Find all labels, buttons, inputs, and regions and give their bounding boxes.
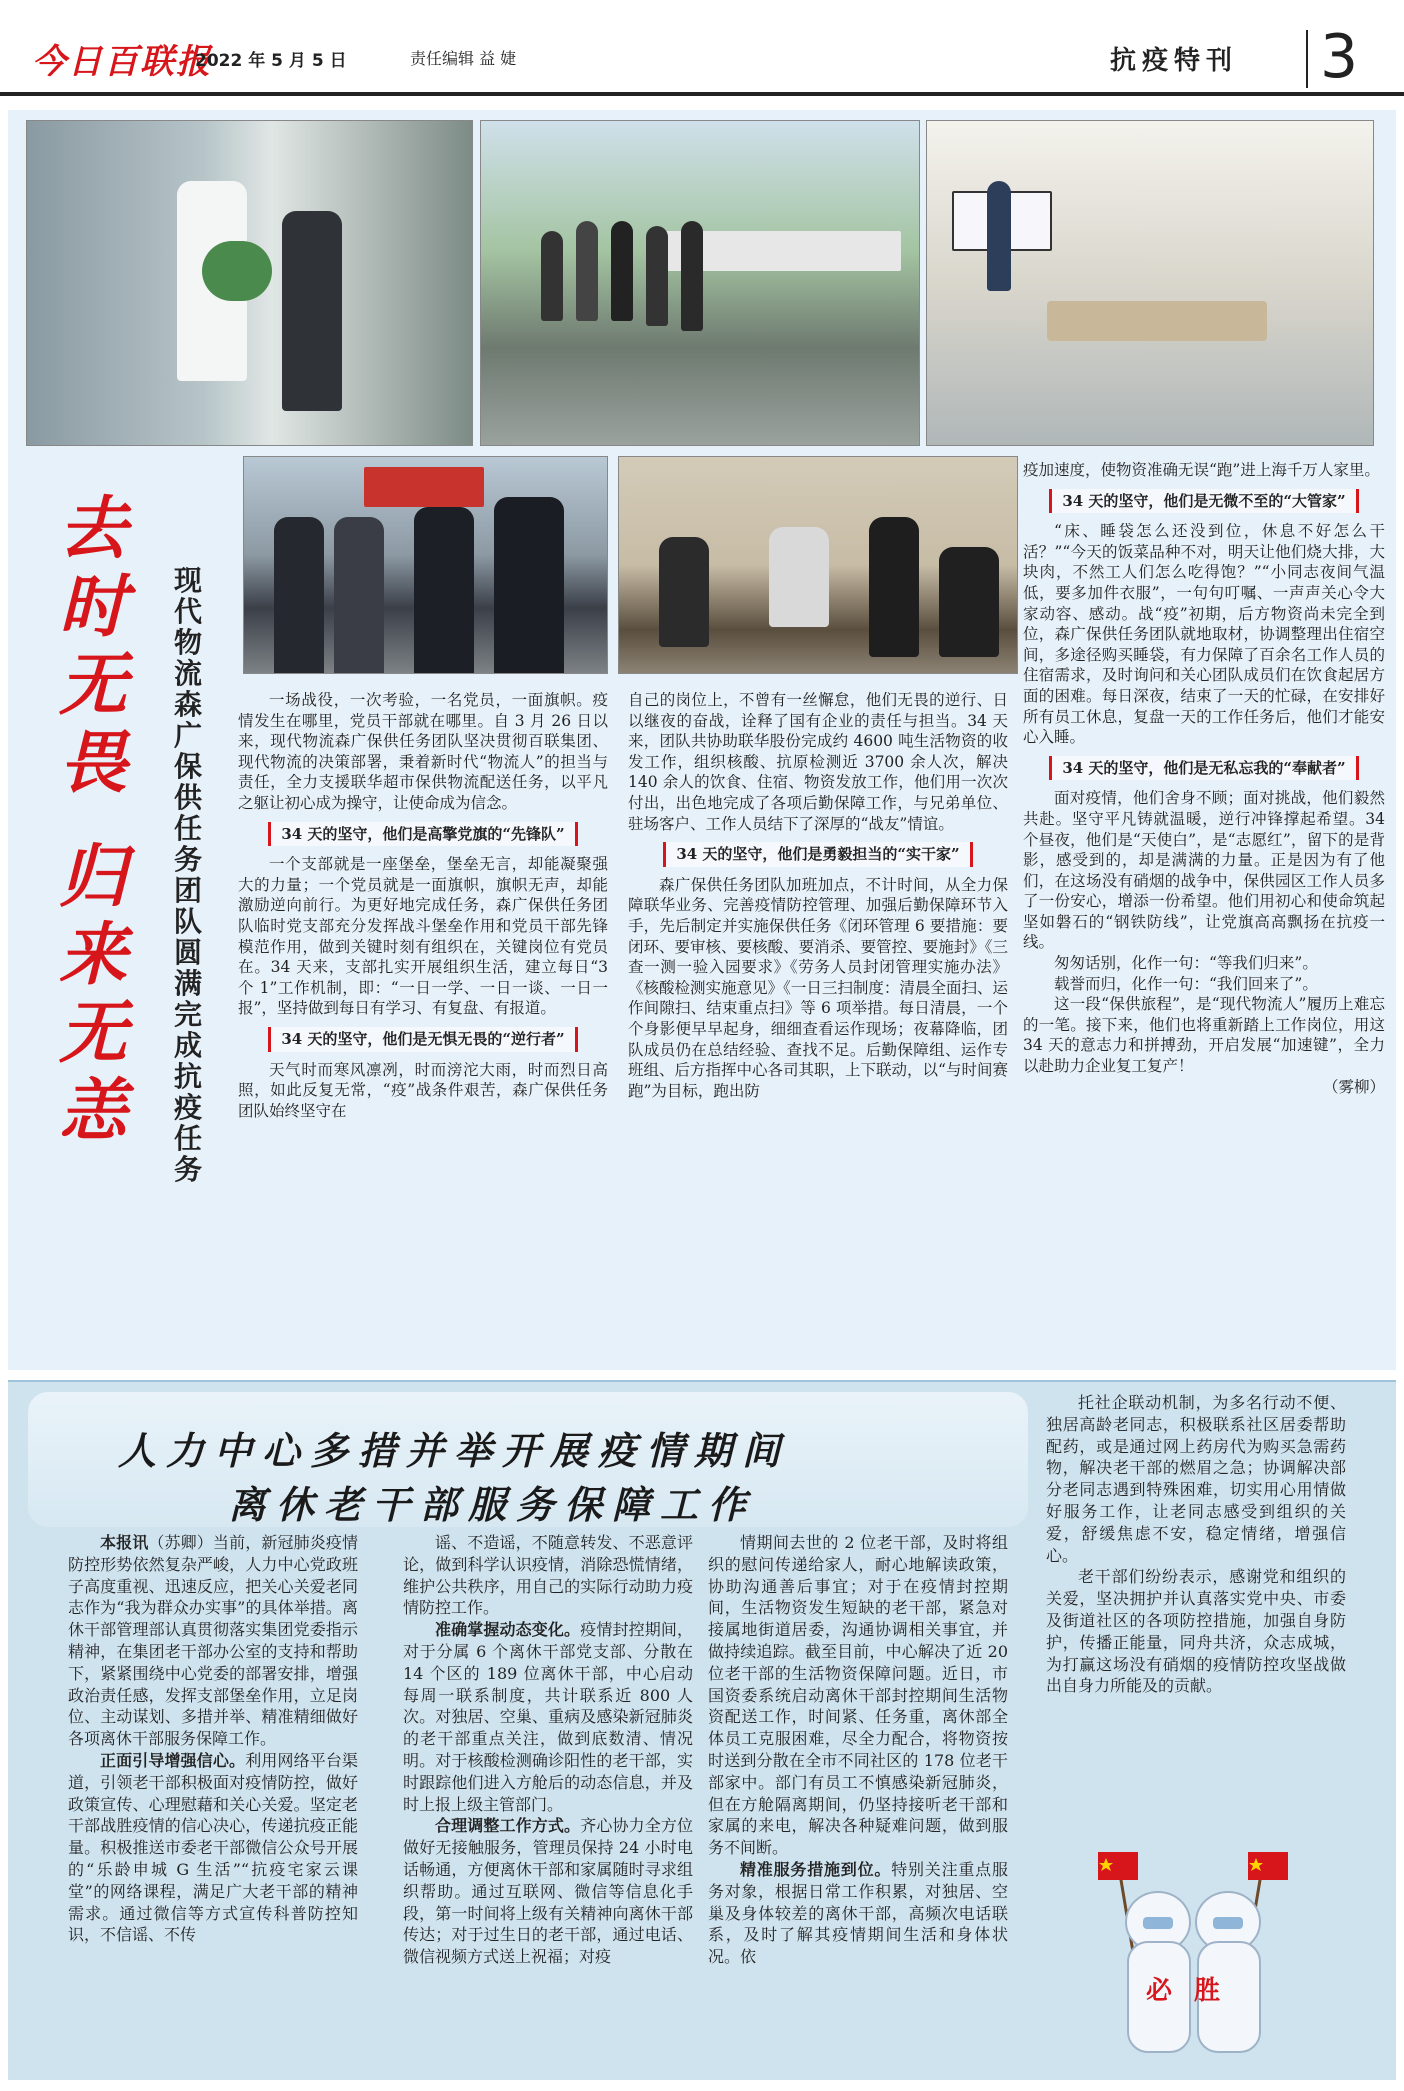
paragraph-lead: 准确掌握动态变化。 <box>435 1620 581 1640</box>
paragraph: 托社企联动机制，为多名行动不便、独居高龄老同志，积极联系社区居委帮助配药，或是通过网上药房代为购买急需药物，解决老干部的燃眉之急；协调解决部分老同志遇到特殊困难，切实用心用情做好服务工作，让老同志感受到组织的关爱，舒缓焦虑不安，稳定情绪，增强信心。 <box>1046 1393 1346 1565</box>
article-column-1 <box>238 690 608 1121</box>
headline-char: 时 <box>58 567 127 647</box>
subhead-char: 成 <box>173 1029 202 1062</box>
paragraph: “床、睡袋怎么还没到位，休息不好怎么干活？”“今天的饭菜品种不对，明天让他们烧大排，大块肉，不然工人们怎么吃得饱？”“小同志夜间气温低，要多加件衣服”，一句句叮嘱、一声声关心令大家动容、感动。战“疫”初期，后方物资尚未完全到位，森广保供任务团队就地取材，协调整理出住宿空间，多途径购买睡袋，有力保障了百余名工作人员的住宿需求，及时询问和关心团队成员们在饮食起居方面的困难。每日深夜，结束了一天的忙碌，在安排好所有员工休息，复盘一天的工作任务后，他们才能安心入睡。 <box>1023 522 1385 747</box>
paragraph <box>403 1619 693 1815</box>
section-heading <box>1023 489 1385 514</box>
story-headline <box>48 490 138 1150</box>
paragraph-lead: 正面引导增强信心。 <box>100 1750 246 1770</box>
paragraph: 谣、不造谣，不随意转发、不恶意评论，做到科学认识疫情，消除恐慌情绪，维护公共秩序，用自己的实际行动助力疫情防控工作。 <box>403 1533 693 1618</box>
photo-office-talk <box>618 456 1018 674</box>
article2-column-2 <box>403 1532 693 1968</box>
mascot-svg <box>1088 1842 1298 2062</box>
subhead-char: 森 <box>173 688 202 721</box>
paragraph: 天气时而寒风凛冽，时而滂沱大雨，时而烈日高照，如此反复无常，“疫”战条件艰苦，森广保供任务团队始终坚守在 <box>238 1060 608 1120</box>
headline-char: 无 <box>58 993 127 1073</box>
paragraph: 载誉而归，化作一句：“我们回来了”。 <box>1054 974 1318 993</box>
section-heading-text: 34 天的坚守，他们是高擎党旗的“先锋队” <box>268 822 577 847</box>
article2-column-4 <box>1046 1392 1346 1697</box>
section-heading-text: 34 天的坚守，他们是无微不至的“大管家” <box>1049 489 1358 514</box>
subhead-char: 圆 <box>173 936 202 969</box>
section-heading-text: 34 天的坚守，他们是无私忘我的“奉献者” <box>1049 756 1358 781</box>
page-number: 3 <box>1320 22 1359 92</box>
headline-char: 畏 <box>58 723 127 803</box>
headline-char: 去 <box>58 489 127 569</box>
paragraph: 森广保供任务团队加班加点，不计时间，从全力保障联华业务、完善疫情防控管理、加强后勤保障环节入手，先后制定并实施保供任务《闭环管理 6 要措施：要闭环、要审核、要核酸、要消杀、要管控、要施封》《三查一测一验入园要求》《劳务人员封闭管理实施办法》《核酸检测实施意见》《一日三扫制度：清晨全面扫、运作间隙扫、结束重点扫》等 6 项举措。每日清晨，一个个身影便早早起身，细细查看运作现场；夜幕降临，团队成员仍在总结经验、查找不足。后勤保障组、运作专班组、后方指挥中心各司其职，上下联动，以“与时间赛跑”为目标，跑出防 <box>628 875 1008 1100</box>
editor-credit: 责任编辑 益 婕 <box>410 49 517 68</box>
story2-headline-line1: 人力中心多措并举开展疫情期间 <box>118 1429 791 1473</box>
subhead-char: 抗 <box>173 1060 202 1093</box>
section-heading <box>238 1027 608 1052</box>
story2-headline-line2: 离休老干部服务保障工作 <box>228 1483 757 1527</box>
subhead-char: 团 <box>173 874 202 907</box>
paragraph-text: 利用网络平台渠道，引领老干部积极面对疫情防控，做好政策宣传、心理慰藉和关心关爱。坚定老干部战胜疫情的信心决心，传递抗疫正能量。积极推送市委老干部微信公众号开展的“乐龄申城 G 生活”“抗疫宅家云课堂”的网络课程，满足广大老干部的精神需求。通过微信等方式宣传科普防控知识，不信谣、不传 <box>68 1750 358 1945</box>
mascot-slogan: 必胜 <box>1146 1976 1243 2006</box>
paragraph: 这一段“保供旅程”，是“现代物流人”履历上难忘的一笔。接下来，他们也将重新踏上工作岗位，用这 34 天的意志力和拼搏劲，开启发展“加速键”，全力以赴助力企业复工复产！ <box>1023 995 1385 1076</box>
paragraph <box>708 1859 1008 1968</box>
story-subheadline <box>158 565 218 1185</box>
story-logistics <box>8 110 1396 1370</box>
victory-mascot-illustration <box>1088 1842 1298 2062</box>
paragraph-lead: 精准服务措施到位。 <box>740 1859 892 1879</box>
paragraph-text: 齐心协力全方位做好无接触服务，管理员保持 24 小时电话畅通，方便离休干部和家属随时寻求组织帮助。通过互联网、微信等信息化手段，第一时间将上级有关精神向离休干部传达；对于过生日的老干部，通过电话、微信视频方式送上祝福；对疫 <box>403 1816 693 1967</box>
headline-char: 归 <box>58 837 127 917</box>
paragraph-text: （苏卿）当前，新冠肺炎疫情防控形势依然复杂严峻，人力中心党政班子高度重视、迅速反应，把关心关爱老同志作为“我为群众办实事”的具体举措。离休干部管理部认真贯彻落实集团党委指示精神，在集团老干部办公室的支持和帮助下，紧紧围绕中心党委的部署安排，增强政治责任感，发挥支部堡垒作用，立足岗位、主动谋划、多措并举、精准精细做好各项离休干部服务保障工作。 <box>68 1533 358 1749</box>
headline-char: 无 <box>58 645 127 725</box>
article-column-2 <box>628 690 1008 1101</box>
photo-meeting-room <box>926 120 1374 446</box>
paragraph: 匆匆话别，化作一句：“等我们归来”。 <box>1054 954 1318 973</box>
subhead-char: 流 <box>173 657 202 690</box>
section-heading-text: 34 天的坚守，他们是勇毅担当的“实干家” <box>663 842 972 867</box>
header-divider <box>1306 30 1308 88</box>
subhead-char: 广 <box>173 719 202 752</box>
section-heading <box>1023 756 1385 781</box>
paragraph: 情期间去世的 2 位老干部，及时将组织的慰问传递给家人，耐心地解读政策，协助沟通善后事宜；对于在疫情封控期间，生活物资发生短缺的老干部，紧急对接属地街道居委，沟通协调相关事宜，并做持续追踪。截至目前，中心解决了近 20 位老干部的生活物资保障问题。近日，市国资委系统启动离休干部封控期间生活物资配送工作，时间紧、任务重，离休部全体员工克服困难，尽全力配合，将物资按时送到分散在全市不同社区的 178 位老干部家中。部门有员工不慎感染新冠肺炎，但在方舱隔离期间，仍坚持接听老干部和家属的来电，解决各种疑难问题，做到服务不间断。 <box>708 1533 1008 1858</box>
article-column-3 <box>1023 460 1385 1097</box>
article2-column-1 <box>68 1532 358 1946</box>
header-rule <box>0 92 1404 96</box>
section-title: 抗疫特刊 <box>1110 46 1239 76</box>
subhead-char: 任 <box>173 1122 202 1155</box>
headline-panel <box>28 1392 1028 1527</box>
paragraph <box>403 1815 693 1968</box>
section-heading <box>238 822 608 847</box>
paragraph-text: 疫情封控期间，对于分属 6 个离休干部党支部、分散在 14 个区的 189 位离休干部，中心启动每周一联系制度，共计联系近 800 人次。对独居、空巢、重病及感染新冠肺炎的老干部重点关注，做到底数清、情况明。对于核酸检测确诊阳性的老干部，实时跟踪他们进入方舱后的动态信息，并及时上报上级主管部门。 <box>403 1620 693 1814</box>
subhead-char: 任 <box>173 812 202 845</box>
paragraph: 一场战役，一次考验，一名党员，一面旗帜。疫情发生在哪里，党员干部就在哪里。自 3 月 26 日以来，现代物流森广保供任务团队坚决贯彻百联集团、现代物流的决策部署，秉着新时代“物流人”的担当与责任，全力支援联华超市保供物流配送任务，以平凡之躯让初心成为操守，让使命成为信念。 <box>238 691 608 812</box>
paragraph <box>68 1532 358 1750</box>
subhead-char: 物 <box>173 626 202 659</box>
photo-truck-loading <box>26 120 473 446</box>
section-heading-text: 34 天的坚守，他们是无惧无畏的“逆行者” <box>268 1027 577 1052</box>
byline-lead: 本报讯 <box>100 1533 149 1552</box>
subhead-char: 现 <box>173 564 202 597</box>
paragraph <box>68 1750 358 1946</box>
subhead-char: 队 <box>173 905 202 938</box>
issue-date: 2022 年 5 月 5 日 <box>195 51 347 71</box>
subhead-char: 代 <box>173 595 202 628</box>
paragraph: 一个支部就是一座堡垒，堡垒无言，却能凝聚强大的力量；一个党员就是一面旗帜，旗帜无声，却能激励逆向前行。为更好地完成任务，森广保供任务团队临时党支部充分发挥战斗堡垒作用和党员干部先锋模范作用，做到关键时刻有组织在，关键岗位有党员在。34 天来，支部扎实开展组织生活，建立每日“3 个 1”工作机制，即：“一日一学、一日一谈、一日一报”，坚持做到每日有学习、有复盘、有报道。 <box>238 855 608 1018</box>
subhead-char: 疫 <box>173 1091 202 1124</box>
photo-security-staff <box>243 456 608 674</box>
paragraph: 自己的岗位上，不曾有一丝懈怠，他们无畏的逆行、日以继夜的奋战，诠释了国有企业的责任与担当。34 天来，团队共协助联华股份完成约 4600 吨生活物资的收发工作，组织核酸、抗原检测近 3700 余人次，解决 140 余人的饮食、住宿、物资发放工作，他们用一次次付出，出色地完成了各项后勤保障工作，与兄弟单位、驻场客户、工作人员结下了深厚的“战友”情谊。 <box>628 691 1008 833</box>
paragraph: 老干部们纷纷表示，感谢党和组织的关爱，坚决拥护并认真落实党中央、市委及街道社区的各项防控措施，加强自身防护，传播正能量，同舟共济，众志成城，为打赢这场没有硝烟的疫情防控攻坚战做出自身力所能及的贡献。 <box>1046 1567 1346 1696</box>
subhead-char: 务 <box>173 1153 202 1186</box>
paragraph: 疫加速度，使物资准确无误“跑”进上海千万人家里。 <box>1023 461 1380 479</box>
article2-column-3 <box>708 1532 1008 1968</box>
headline-char: 恙 <box>58 1071 127 1151</box>
story-retired-cadres <box>8 1380 1396 2080</box>
section-heading <box>628 842 1008 867</box>
author-signature: （雾柳） <box>1322 1077 1385 1096</box>
subhead-char: 务 <box>173 843 202 876</box>
subhead-char: 满 <box>173 967 202 1000</box>
subhead-char: 完 <box>173 998 202 1031</box>
subhead-char: 供 <box>173 781 202 814</box>
paragraph-text: 特别关注重点服务对象，根据日常工作积累，对独居、空巢及身体较差的离休干部，高频次电话联系，及时了解其疫情期间生活和身体状况。依 <box>708 1859 1008 1967</box>
headline-char: 来 <box>58 915 127 995</box>
paragraph: 面对疫情，他们舍身不顾；面对挑战，他们毅然共赴。坚守平凡铸就温暖，逆行冲锋撑起希望。34 个昼夜，他们是“天使白”，是“志愿红”，留下的是背影，感受到的，却是满满的力量。正是因为有了他们，在这场没有硝烟的战争中，保供园区工作人员多了一份安心，增添一份希望。他们用初心和使命筑起坚如磐石的“钢铁防线”，让党旗高高飘扬在抗疫一线。 <box>1023 789 1385 952</box>
subhead-char: 保 <box>173 750 202 783</box>
paragraph-lead: 合理调整工作方式。 <box>435 1816 581 1836</box>
page-header <box>0 0 1404 110</box>
masthead-logo: 今日百联报 <box>32 42 212 82</box>
photo-group-at-gate <box>480 120 920 446</box>
